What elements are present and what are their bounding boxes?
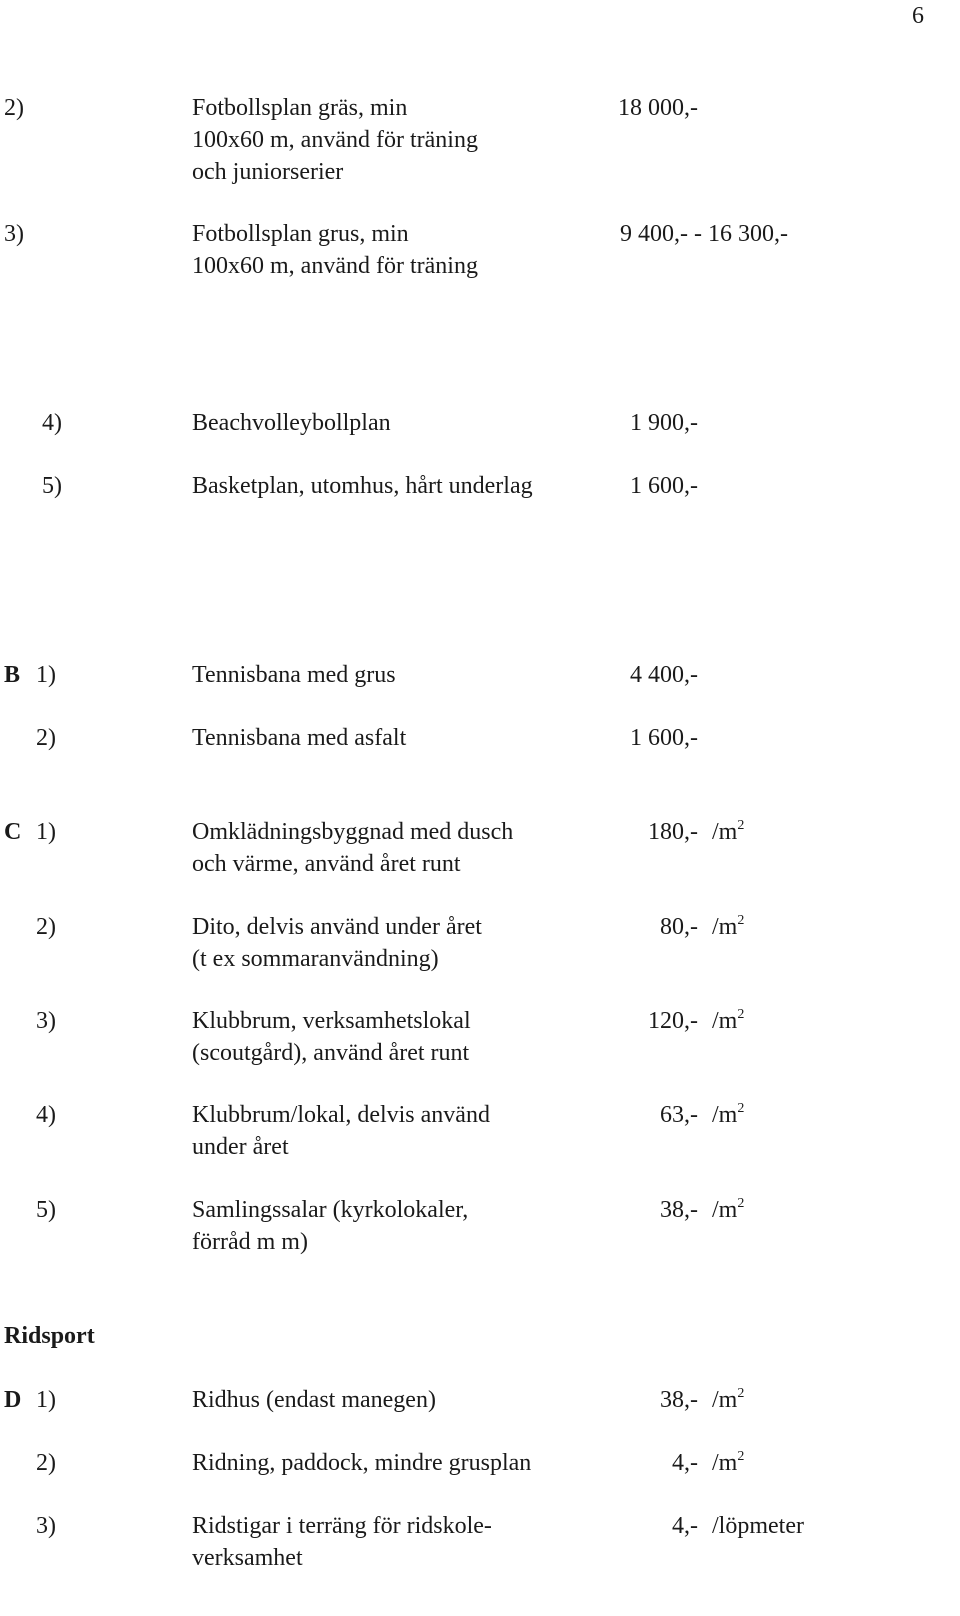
item-price: 9 400,- - 16 300,- bbox=[620, 221, 788, 247]
item-description: Fotbollsplan gräs, min bbox=[192, 95, 408, 121]
item-number: 2) bbox=[36, 914, 56, 940]
item-number: 2) bbox=[4, 95, 24, 121]
item-number: 2) bbox=[36, 1450, 56, 1476]
page-number: 6 bbox=[912, 3, 924, 29]
item-description: (scoutgård), använd året runt bbox=[192, 1040, 470, 1066]
unit-exponent: 2 bbox=[737, 1386, 745, 1401]
unit-exponent: 2 bbox=[737, 818, 745, 833]
item-price: 80,- bbox=[660, 914, 698, 940]
item-description: Ridstigar i terräng för ridskole- bbox=[192, 1513, 492, 1539]
section-letter: C bbox=[4, 819, 22, 845]
item-number: 5) bbox=[36, 1197, 56, 1223]
item-price: 38,- bbox=[660, 1387, 698, 1413]
item-price: 38,- bbox=[660, 1197, 698, 1223]
item-number: 3) bbox=[36, 1513, 56, 1539]
item-price: 180,- bbox=[648, 819, 698, 845]
item-description: 100x60 m, använd för träning bbox=[192, 127, 478, 153]
item-number: 1) bbox=[36, 1387, 56, 1413]
item-price: 1 900,- bbox=[630, 410, 698, 436]
item-number: 5) bbox=[42, 473, 62, 499]
item-unit: $/m^2$ bbox=[712, 1386, 745, 1413]
section-heading-ridsport: Ridsport bbox=[4, 1323, 95, 1349]
unit-exponent: 2 bbox=[737, 1007, 745, 1022]
section-letter: D bbox=[4, 1387, 22, 1413]
item-unit: $/m^2$ bbox=[712, 1449, 745, 1476]
item-description: Dito, delvis använd under året bbox=[192, 914, 482, 940]
item-description: Klubbrum, verksamhetslokal bbox=[192, 1008, 471, 1034]
item-unit: $/m^2$ bbox=[712, 1007, 745, 1034]
item-description: Beachvolleybollplan bbox=[192, 410, 391, 436]
item-description: och värme, använd året runt bbox=[192, 851, 461, 877]
item-price: 1 600,- bbox=[630, 725, 698, 751]
item-description: Basketplan, utomhus, hårt underlag bbox=[192, 473, 533, 499]
item-description: Samlingssalar (kyrkolokaler, bbox=[192, 1197, 469, 1223]
item-description: Klubbrum/lokal, delvis använd bbox=[192, 1102, 490, 1128]
item-description: förråd m m) bbox=[192, 1229, 308, 1255]
item-number: 2) bbox=[36, 725, 56, 751]
item-description: verksamhet bbox=[192, 1545, 303, 1571]
item-unit: $/m^2$ bbox=[712, 1101, 745, 1128]
item-price: 4,- bbox=[672, 1513, 698, 1539]
item-unit: $/m^2$ bbox=[712, 913, 745, 940]
item-price: 120,- bbox=[648, 1008, 698, 1034]
item-description: och juniorserier bbox=[192, 159, 344, 185]
item-number: 4) bbox=[42, 410, 62, 436]
item-description: 100x60 m, använd för träning bbox=[192, 253, 478, 279]
item-description: (t ex sommaranvändning) bbox=[192, 946, 439, 972]
item-price: 4,- bbox=[672, 1450, 698, 1476]
item-price: 1 600,- bbox=[630, 473, 698, 499]
unit-exponent: 2 bbox=[737, 913, 745, 928]
item-number: 1) bbox=[36, 819, 56, 845]
item-price: 63,- bbox=[660, 1102, 698, 1128]
item-description: under året bbox=[192, 1134, 289, 1160]
item-number: 3) bbox=[36, 1008, 56, 1034]
item-number: 3) bbox=[4, 221, 24, 247]
section-letter: B bbox=[4, 662, 21, 688]
item-description: Fotbollsplan grus, min bbox=[192, 221, 409, 247]
item-description: Tennisbana med asfalt bbox=[192, 725, 407, 751]
item-description: Ridhus (endast manegen) bbox=[192, 1387, 436, 1413]
item-number: 4) bbox=[36, 1102, 56, 1128]
item-unit: $/m^2$ bbox=[712, 818, 745, 845]
item-unit: /löpmeter bbox=[712, 1513, 804, 1539]
item-price: 4 400,- bbox=[630, 662, 698, 688]
item-price: 18 000,- bbox=[618, 95, 698, 121]
item-unit: $/m^2$ bbox=[712, 1196, 745, 1223]
unit-exponent: 2 bbox=[737, 1449, 745, 1464]
item-number: 1) bbox=[36, 662, 56, 688]
unit-exponent: 2 bbox=[737, 1101, 745, 1116]
unit-exponent: 2 bbox=[737, 1196, 745, 1211]
item-description: Ridning, paddock, mindre grusplan bbox=[192, 1450, 532, 1476]
item-description: Omklädningsbyggnad med dusch bbox=[192, 819, 514, 845]
item-description: Tennisbana med grus bbox=[192, 662, 396, 688]
